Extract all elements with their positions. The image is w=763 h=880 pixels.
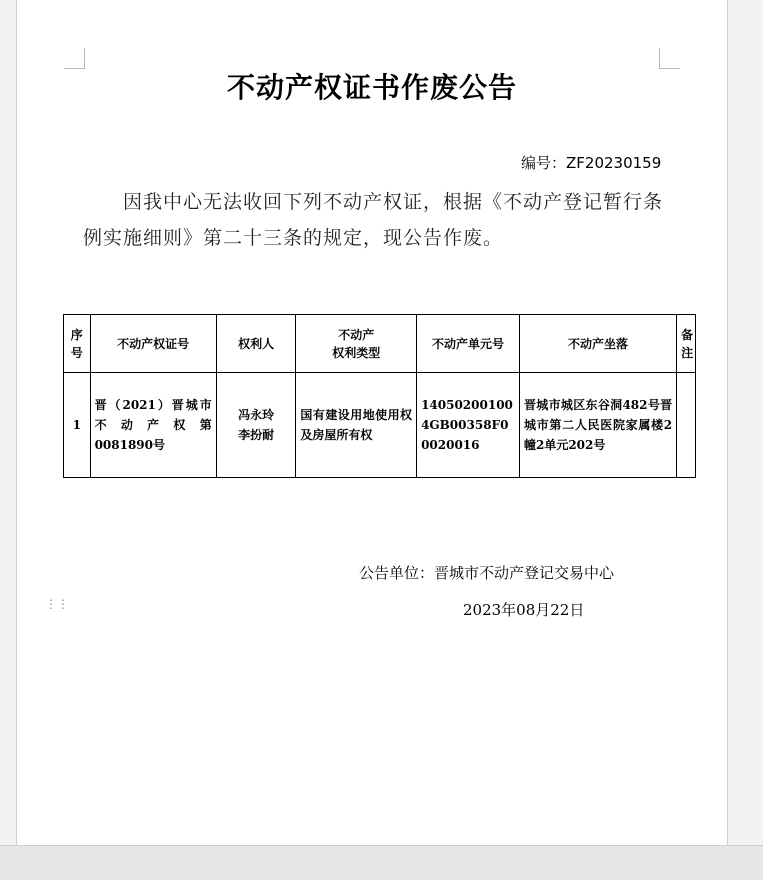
- announcement-date: 2023年08月22日: [463, 601, 585, 619]
- document-number-value: ZF20230159: [566, 154, 662, 172]
- cell-owner-2: 李扮耐: [238, 428, 275, 442]
- drag-handle-icon[interactable]: ⋮⋮: [45, 597, 69, 611]
- announcement-body: 因我中心无法收回下列不动产权证，根据《不动产登记暂行条例实施细则》第二十三条的规定，现公告作废。: [83, 191, 664, 249]
- status-bar: [0, 845, 763, 880]
- cell-seq: 1: [64, 373, 91, 478]
- document-number: [521, 152, 661, 173]
- header-seq: 序号: [64, 315, 91, 373]
- document-page: [16, 0, 728, 845]
- document-title: 不动产权证书作废公告: [226, 71, 517, 104]
- header-owner: 权利人: [216, 315, 296, 373]
- header-remark: 备注: [677, 315, 696, 373]
- header-unit-no: 不动产单元号: [417, 315, 520, 373]
- cell-remark: [677, 373, 696, 478]
- document-number-label: 编号：: [521, 154, 567, 172]
- header-cert-no: 不动产权证号: [90, 315, 216, 373]
- cell-location: 晋城市城区东谷洞482号晋城市第二人民医院家属楼2幢2单元202号: [519, 373, 676, 478]
- cell-unit-no: 140502001004GB00358F00020016: [417, 373, 520, 478]
- table-header-row: [64, 315, 696, 373]
- certificate-table: [63, 314, 696, 478]
- cell-owner-1: 冯永玲: [238, 408, 275, 422]
- table-row: [64, 373, 696, 478]
- cell-right-type: 国有建设用地使用权及房屋所有权: [296, 373, 417, 478]
- header-location: 不动产坐落: [519, 315, 676, 373]
- announcing-unit: 公告单位：晋城市不动产登记交易中心: [359, 564, 615, 582]
- header-right-type: 不动产 权利类型: [296, 315, 417, 373]
- cell-owner: [216, 373, 296, 478]
- cell-cert-no: 晋（2021）晋城市不动产权第0081890号: [90, 373, 216, 478]
